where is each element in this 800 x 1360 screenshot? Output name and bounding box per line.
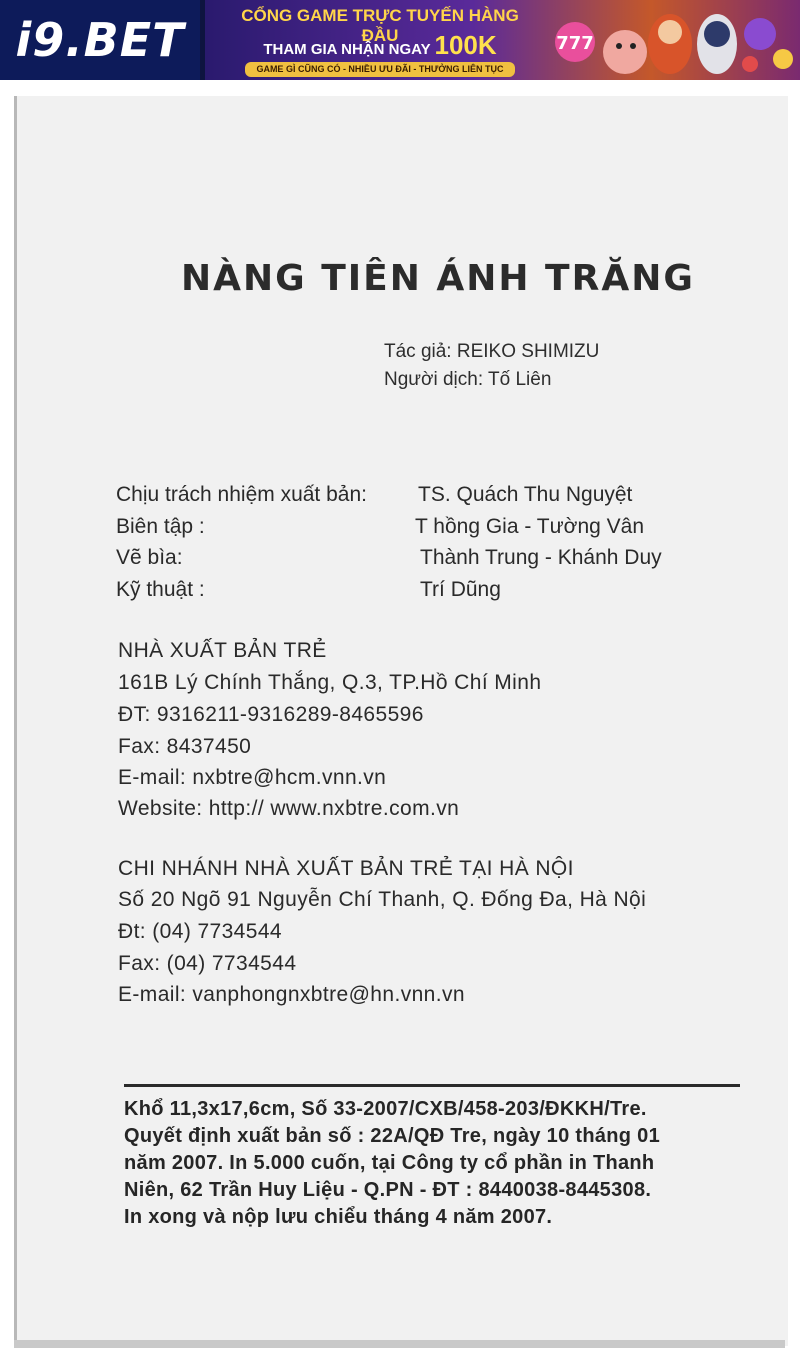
promo-offer-prefix: THAM GIA NHẬN NGAY xyxy=(263,41,431,58)
promo-offer-amount: 100K xyxy=(434,30,497,60)
promo-tagline: GAME GÌ CŨNG CÓ - NHIỀU ƯU ĐÃI - THƯỞNG LIÊN TỤC xyxy=(245,62,515,77)
brand-logo-text: i9.BET xyxy=(15,13,185,67)
printing-info-line: năm 2007. In 5.000 cuốn, tại Công ty cổ phần in Thanh xyxy=(124,1152,655,1174)
publisher-name: NHÀ XUẤT BẢN TRẺ xyxy=(118,639,327,662)
staff-row xyxy=(116,515,736,545)
staff-value: T hồng Gia - Tường Vân xyxy=(415,515,645,538)
brand-logo[interactable] xyxy=(0,0,200,80)
page-bottom-edge xyxy=(14,1340,785,1348)
promo-panel[interactable] xyxy=(205,0,800,80)
printing-info-line: Khổ 11,3x17,6cm, Số 33-2007/CXB/458-203/ĐKKH/Tre. xyxy=(124,1098,647,1120)
staff-label: Biên tập : xyxy=(116,515,205,538)
staff-label: Kỹ thuật : xyxy=(116,578,205,601)
publisher-fax: Fax: 8437450 xyxy=(118,735,252,758)
divider-rule xyxy=(124,1084,740,1087)
staff-value: Thành Trung - Khánh Duy xyxy=(420,546,662,569)
publisher-email: E-mail: nxbtre@hcm.vnn.vn xyxy=(118,766,387,789)
staff-label: Vẽ bìa: xyxy=(116,546,183,569)
book-title: NÀNG TIÊN ÁNH TRĂNG xyxy=(181,258,695,299)
branch-fax: Fax: (04) 7734544 xyxy=(118,952,297,975)
svg-text:777: 777 xyxy=(556,33,594,54)
promo-headline: CỔNG GAME TRỰC TUYẾN HÀNG ĐẦU xyxy=(241,6,519,45)
promo-characters-illustration xyxy=(545,4,795,76)
author-credit: Tác giả: REIKO SHIMIZU xyxy=(384,341,600,362)
publisher-address: 161B Lý Chính Thắng, Q.3, TP.Hồ Chí Minh xyxy=(118,671,542,694)
branch-phone: Đt: (04) 7734544 xyxy=(118,920,283,943)
publisher-website: Website: http:// www.nxbtre.com.vn xyxy=(118,797,460,820)
translator-credit: Người dịch: Tố Liên xyxy=(384,369,552,390)
promo-offer xyxy=(225,30,535,61)
branch-address: Số 20 Ngõ 91 Nguyễn Chí Thanh, Q. Đống Đa, Hà Nội xyxy=(118,888,647,911)
printing-info-line: Niên, 62 Trần Huy Liệu - Q.PN - ĐT : 8440038-8445308. xyxy=(124,1179,652,1201)
staff-value: Trí Dũng xyxy=(420,578,501,601)
branch-name: CHI NHÁNH NHÀ XUẤT BẢN TRẺ TẠI HÀ NỘI xyxy=(118,857,574,880)
ad-banner[interactable] xyxy=(0,0,800,80)
printing-info-line: In xong và nộp lưu chiểu tháng 4 năm 2007. xyxy=(124,1206,553,1228)
publisher-phone: ĐT: 9316211-9316289-8465596 xyxy=(118,703,424,726)
staff-row xyxy=(116,578,736,608)
staff-row xyxy=(116,483,736,513)
staff-label: Chịu trách nhiệm xuất bản: xyxy=(116,483,367,506)
staff-value: TS. Quách Thu Nguyệt xyxy=(418,483,633,506)
branch-email: E-mail: vanphongnxbtre@hn.vnn.vn xyxy=(118,983,465,1006)
printing-info-line: Quyết định xuất bản số : 22A/QĐ Tre, ngày 10 tháng 01 xyxy=(124,1125,661,1147)
staff-row xyxy=(116,546,736,576)
